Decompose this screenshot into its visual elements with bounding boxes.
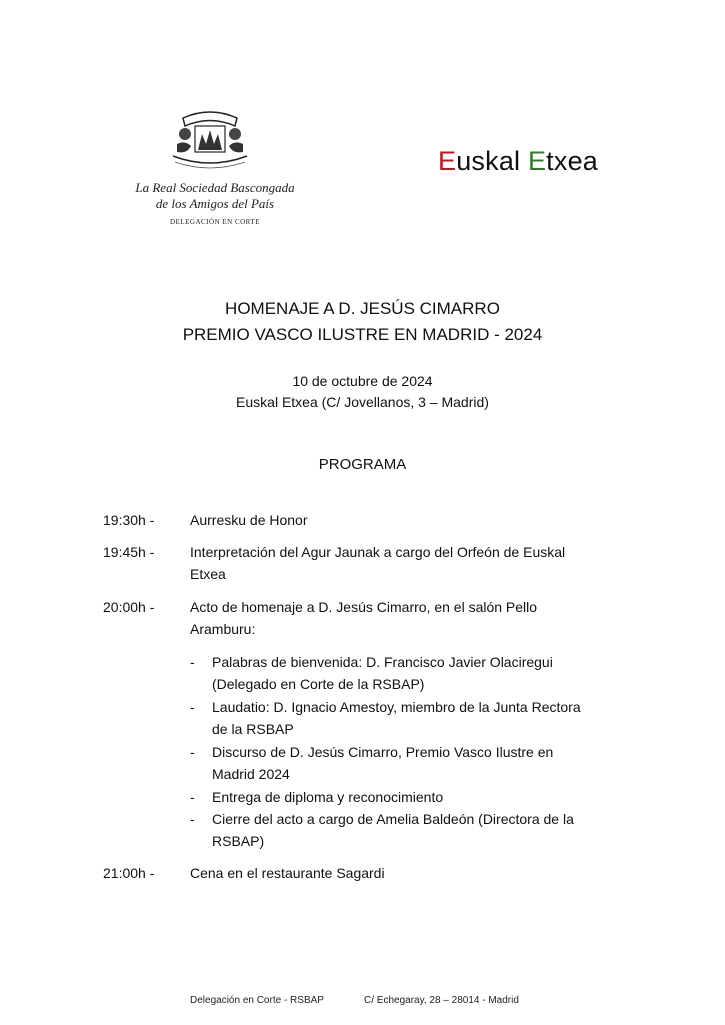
brand-word-1: uskal	[456, 146, 528, 176]
brand-word-2: txea	[546, 146, 599, 176]
delegation-label: DELEGACIÓN EN CORTE	[170, 218, 260, 226]
sub-item-line: de la RSBAP	[212, 721, 294, 737]
event-date: 10 de octubre de 2024	[292, 373, 433, 389]
bullet-dash: -	[190, 654, 195, 670]
rsbap-emblem-icon	[165, 104, 255, 174]
bullet-dash: -	[190, 789, 195, 805]
schedule-time: 19:30h -	[103, 512, 155, 528]
title-line-2: PREMIO VASCO ILUSTRE EN MADRID - 2024	[182, 325, 543, 344]
sub-item-line: (Delegado en Corte de la RSBAP)	[212, 676, 425, 692]
footer-address: C/ Echegaray, 28 – 28014 - Madrid	[364, 995, 519, 1006]
sub-item	[212, 786, 621, 808]
title-line-1: HOMENAJE A D. JESÚS CIMARRO	[225, 299, 500, 318]
bullet-dash: -	[190, 811, 195, 827]
society-name-line1: La Real Sociedad Bascongada	[135, 180, 295, 195]
schedule-time: 20:00h -	[103, 599, 155, 615]
sub-item	[212, 651, 621, 695]
schedule-line: Acto de homenaje a D. Jesús Cimarro, en el salón Pello	[190, 599, 538, 615]
bullet-dash: -	[190, 744, 195, 760]
schedule-line: Aurresku de Honor	[190, 512, 308, 528]
sub-item	[212, 808, 621, 852]
schedule-line: Cena en el restaurante Sagardi	[190, 865, 385, 881]
brand-initial-1: E	[438, 146, 457, 176]
society-name-line2: de los Amigos del País	[155, 196, 275, 211]
schedule-item	[190, 541, 621, 585]
schedule-item	[190, 509, 621, 531]
sub-item	[212, 696, 621, 740]
sub-item-line: RSBAP)	[212, 833, 265, 849]
brand-initial-2: E	[527, 146, 547, 176]
event-venue: Euskal Etxea (C/ Jovellanos, 3 – Madrid)	[236, 394, 489, 410]
program-heading: PROGRAMA	[318, 456, 407, 473]
sub-item-line: Palabras de bienvenida: D. Francisco Javier Olaciregui	[212, 654, 553, 670]
schedule-item	[190, 596, 621, 640]
bullet-dash: -	[190, 699, 195, 715]
schedule-line: Aramburu:	[190, 621, 256, 637]
schedule-time: 21:00h -	[103, 865, 155, 881]
schedule-line: Etxea	[190, 566, 226, 582]
society-name	[100, 180, 330, 212]
sub-item-line: Cierre del acto a cargo de Amelia Baldeón (Directora de la	[212, 811, 574, 827]
schedule-time: 19:45h -	[103, 544, 155, 560]
schedule-line: Interpretación del Agur Jaunak a cargo del Orfeón de Euskal	[190, 544, 566, 560]
sub-item-line: Entrega de diploma y reconocimiento	[212, 789, 444, 805]
sub-item-line: Madrid 2024	[212, 766, 290, 782]
sub-item	[212, 741, 621, 785]
footer-left: Delegación en Corte - RSBAP	[190, 995, 324, 1006]
schedule-item	[190, 862, 621, 884]
sub-item-line: Discurso de D. Jesús Cimarro, Premio Vasco Ilustre en	[212, 744, 554, 760]
euskal-etxea-logo	[438, 146, 598, 177]
sub-item-line: Laudatio: D. Ignacio Amestoy, miembro de la Junta Rectora	[212, 699, 581, 715]
